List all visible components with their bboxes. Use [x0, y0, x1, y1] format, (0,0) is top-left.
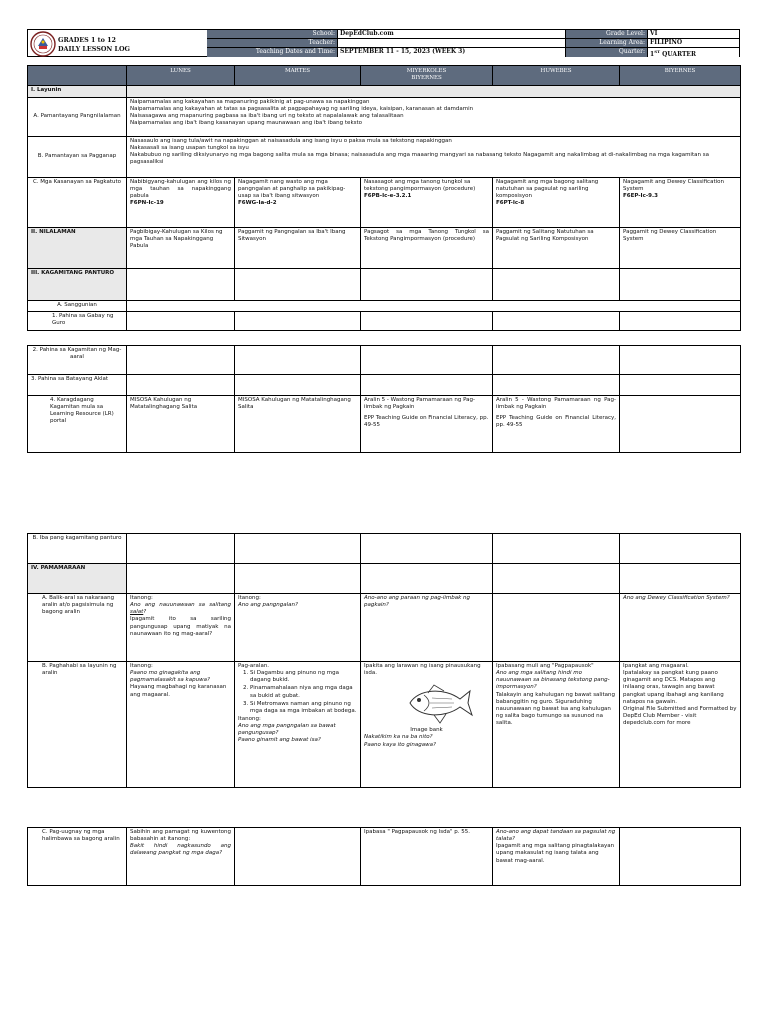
reading-instruction: Ipabasang muli ang "Pagpapausok" [496, 663, 594, 669]
source-note: Original File Submitted and Formatted by DepEd Club Member - visit depedclub.com for more [623, 705, 737, 727]
competency-text: Nagagamit ang Dewey Classification System [623, 179, 724, 193]
lesson-reference: Aralin 5 - Wastong Pamamaraan ng Pag-iimbak ng Pagkain [364, 397, 476, 411]
nilalaman-friday: Paggamit ng Dewey Classification System [620, 228, 741, 269]
empty-cell [620, 396, 741, 453]
kagamitan-row [28, 269, 741, 301]
sanggunian-label: A. Sanggunian [28, 301, 127, 312]
kasanayan-tuesday [235, 178, 361, 228]
empty-cell [493, 312, 620, 331]
empty-cell [235, 312, 361, 331]
question-mark: ? [143, 609, 147, 616]
balik-aral-tuesday [235, 594, 361, 662]
day-wednesday-sub-label: BIYERNES [411, 74, 442, 81]
days-header-blank [28, 66, 127, 86]
motivation-question: Paano mo ginagakita ang pagmamalasakit sa kapuwa? [130, 670, 210, 684]
iba-pang-kagamitan-label: B. Iba pang kagamitang panturo [28, 534, 127, 564]
quarter-word: QUARTER [660, 51, 696, 57]
karagdagang-monday: MISOSA Kahulugan ng Matatalinghagang Salita [127, 396, 235, 453]
empty-cell [361, 375, 493, 396]
layunin-row [28, 86, 741, 98]
lesson-table-part-2 [27, 345, 741, 453]
empty-cell [361, 312, 493, 331]
dates-label: Teaching Dates and Time: [207, 48, 338, 57]
empty-cell [127, 346, 235, 375]
title-line-2: DAILY LESSON LOG [58, 45, 130, 54]
competency-code: F6PB-Ic-e-3.2.1 [364, 193, 412, 200]
title-line-1: GRADES 1 to 12 [58, 36, 116, 44]
batayang-aklat-row [28, 375, 741, 396]
prompt-label: Itanong: [130, 595, 153, 601]
content-standard-line: Naipamamalas ang kakayahan at tatas sa pagsasalita at pagpapahayag ng sariling ideya, kaisipan, karanasan at damdamin [130, 106, 474, 113]
competency-code: F6PT-Ic-8 [496, 200, 525, 207]
competency-code: F6WG-Ia-d-2 [238, 200, 277, 207]
prompt-label: Itanong: [130, 663, 153, 669]
competency-text: Nasasagot ang mga tanong tungkol sa tekstong pangimpormasyon (procedure) [364, 179, 476, 193]
list-item: 2. Pinamamahalaan niya ang mga daga sa bukid at gubat. [250, 685, 357, 699]
empty-cell [127, 312, 235, 331]
empty-cell [127, 375, 235, 396]
kasanayan-friday [620, 178, 741, 228]
kagamitan-mag-aaral-label: 2. Pahina sa Kagamitan ng Mag-aaral [28, 346, 127, 375]
school-value: DepEdClub.com [338, 30, 566, 39]
empty-cell [361, 534, 493, 564]
karagdagang-wednesday [361, 396, 493, 453]
image-caption: Image bank [410, 727, 443, 734]
dates-value: SEPTEMBER 11 - 15, 2023 (WEEK 3) [338, 48, 566, 57]
empty-cell [493, 534, 620, 564]
empty-cell [493, 346, 620, 375]
sentence-list [248, 670, 357, 715]
kasanayan-wednesday [361, 178, 493, 228]
pamantayang-pangnilalaman-text [127, 98, 741, 137]
empty-cell [127, 269, 235, 301]
competency-code: F6PN-Ic-19 [130, 200, 164, 207]
karagdagang-tuesday: MISOSA Kahulugan ng Matatalinghagang Salita [235, 396, 361, 453]
iba-pang-kagamitan-row [28, 534, 741, 564]
deped-seal-icon [30, 31, 56, 57]
review-question: Ano ang pangngalan? [238, 602, 298, 609]
list-item: 3. Si Metromaws naman ang pinuno ng mga daga sa mga imbakan at bodega. [250, 701, 357, 715]
sanggunian-fill [127, 301, 741, 312]
gabay-ng-guro-row [28, 312, 741, 331]
empty-cell [493, 269, 620, 301]
review-instruction: Ipagamit ito sa sariling pangungusap upang matiyak na naunawaan ito ng mag-aaral? [130, 616, 231, 637]
empty-cell [493, 375, 620, 396]
grouping-instruction: Ipangkat ang magaaral. [623, 663, 689, 669]
lesson-reference: Aralin 5 - Wastong Pamamaraan ng Pag-iimbak ng Pagkain [496, 397, 616, 411]
karagdagang-thursday [493, 396, 620, 453]
epp-reference: EPP Teaching Guide on Financial Literacy, pp. 49-55 [364, 415, 489, 429]
teacher-label: Teacher: [207, 39, 338, 48]
quarter-value [648, 48, 739, 57]
kasanayan-label: C. Mga Kasanayan sa Pagkatuto [28, 178, 127, 228]
school-label: School: [207, 30, 338, 39]
lesson-table-part-4 [27, 827, 741, 886]
sanggunian-row [28, 301, 741, 312]
epp-reference: EPP Teaching Guide on Financial Literacy, pp. 49-55 [496, 415, 616, 429]
guide-question: Ano ang mga pangngalan sa bawat pangungusap? [238, 723, 336, 737]
layunin-heading-fill [127, 86, 741, 98]
empty-cell [361, 346, 493, 375]
content-standard-line: Naipamamalas ang iba't ibang kasanayan upang maunawaan ang iba't ibang teksto [130, 120, 363, 127]
content-standard-line: Naipamamalas ang kakayahan sa mapanuring pakikinig at pag-unawa sa napakinggan [130, 99, 370, 105]
competency-code: F6EP-Ic-9.3 [623, 193, 658, 200]
paghahabi-row [28, 662, 741, 788]
kasanayan-thursday [493, 178, 620, 228]
list-item: 1. Si Dagambu ang pinuno ng mga dagang bukid. [250, 670, 357, 684]
empty-cell [235, 375, 361, 396]
guide-question: Paano ginamit ang bawat isa? [238, 737, 321, 744]
empty-cell [620, 828, 741, 886]
empty-cell [235, 564, 361, 594]
pamantayan-sa-pagganap-text [127, 137, 741, 178]
vocabulary-question: Ano ang mga salitang hindi mo nauunawaan sa binasang tekstong pang-impormasyon? [496, 670, 610, 691]
study-label: Pag-aralan. [238, 663, 270, 669]
pag-uugnay-row [28, 828, 741, 886]
vocabulary-instruction: Talakayin ang kahulugan ng bawat salitang babanggitin ng guro. Siguraduhing nauunawaan ng bawat isa ang kahulugan ng salita bago tumungo sa susunod na salita. [496, 691, 615, 727]
kasanayan-row [28, 178, 741, 228]
paghahabi-wednesday [361, 662, 493, 788]
balik-aral-label: A. Balik-aral sa nakaraang aralin at/o pagsisimula ng bagong aralin [28, 594, 127, 662]
layunin-heading: I. Layunin [28, 86, 127, 98]
balik-aral-wednesday: Ano-ano ang paraan ng pag-iimbak ng pagkain? [361, 594, 493, 662]
nilalaman-monday: Pagbibigay-Kahulugan sa Kilos ng mga Tauhan sa Napakinggang Pabula [127, 228, 235, 269]
picture-question: Paano kaya ito ginagawa? [364, 741, 436, 748]
writing-question: Ano-ano ang dapat tandaan sa pagsulat ng talata? [496, 829, 616, 843]
nilalaman-thursday: Paggamit ng Salitang Natutuhan sa Pagsulat ng Sariling Komposisyon [493, 228, 620, 269]
empty-cell [127, 564, 235, 594]
pamantayang-pangnilalaman-row [28, 98, 741, 137]
empty-cell [127, 534, 235, 564]
days-header-row [28, 66, 741, 86]
pamamaraan-heading: IV. PAMAMARAAN [28, 564, 127, 594]
nilalaman-wednesday: Pagsagot sa mga Tanong Tungkol sa Tekstong Pangimpormasyon (procedure) [361, 228, 493, 269]
balik-aral-friday: Ano ang Dewey Classification System? [620, 594, 741, 662]
document-header [27, 29, 740, 57]
day-thursday: HUWEBES [493, 66, 620, 86]
paghahabi-label: B. Paghahabi sa layunin ng aralin [28, 662, 127, 788]
performance-standard-line: Nakabubuo ng sariling diksiyunaryo ng mga bagong salita mula sa mga binasa; naisasadula ang mga maaaring mangyari sa nabasang teksto Nagagamit ang nakalimbag at di-nakalimbag na mga kagamitan sa pagsasaliksi [130, 152, 709, 166]
empty-cell [235, 269, 361, 301]
pamamaraan-row [28, 564, 741, 594]
quarter-label: Quarter: [566, 48, 648, 57]
kagamitan-mag-aaral-row [28, 346, 741, 375]
pag-uugnay-label: C. Pag-uugnay ng mga halimbawa sa bagong aralin [28, 828, 127, 886]
empty-cell [493, 594, 620, 662]
review-question [130, 602, 231, 616]
day-wednesday [361, 66, 493, 86]
learning-area-value: FILIPINO [648, 39, 739, 48]
learning-area-label: Learning Area: [566, 39, 648, 48]
document-title [58, 36, 130, 55]
competency-text: Nagagamit ang mga bagong salitang natutuhan sa pagsulat ng sariling komposisyon [496, 179, 599, 200]
writing-instruction: Ipagamit ang mga salitang pinagtalakayan upang makasulat ng isang talata ang bawat mag-aaral. [496, 843, 615, 864]
empty-cell [493, 564, 620, 594]
prompt-label: Itanong: [238, 715, 261, 722]
kagamitan-heading: III. KAGAMITANG PANTURO [28, 269, 127, 301]
empty-cell [361, 269, 493, 301]
balik-aral-monday [127, 594, 235, 662]
nilalaman-row [28, 228, 741, 269]
empty-cell [361, 564, 493, 594]
competency-text: Nagagamit nang wasto ang mga pangngalan at panghalip sa pakikipag-usap sa iba't ibang sitwasyon [238, 179, 346, 200]
pag-uugnay-thursday [493, 828, 620, 886]
pag-uugnay-wednesday: Ipabasa " Pagpapausok ng Isda" p. 55. [361, 828, 493, 886]
balik-aral-row [28, 594, 741, 662]
day-monday: LUNES [127, 66, 235, 86]
competency-text: Nabibigyang-kahulugan ang kilos ng mga tauhan sa napakinggang pabula [130, 179, 231, 200]
paghahabi-monday [127, 662, 235, 788]
karagdagang-kagamitan-row [28, 396, 741, 453]
picture-instruction: Ipakita ang larawan ng isang pinausukang isda. [364, 663, 481, 677]
pamantayan-sa-pagganap-row [28, 137, 741, 178]
karagdagang-kagamitan-label: 4. Karagdagang Kagamitan mula sa Learning Resource (LR) portal [28, 396, 127, 453]
group-task: Ipatalakay sa pangkat kung paano ginagamit ang DCS. Matapos ang inilaang oras, tawagin ang bawat pangkat upang ibahagi ang kanilang natapos na gawain. [623, 670, 724, 705]
smoked-fish-icon [404, 681, 474, 725]
pag-uugnay-monday [127, 828, 235, 886]
performance-standard-line: Nasasaulo ang isang tula/awit na napakinggan at naisasadula ang isang isyu o paksa mula sa tekstong napakinggan [130, 138, 452, 144]
performance-standard-line: Nakasasali sa isang usapan tungkol sa isyu [130, 145, 249, 152]
quarter-number: 1 [650, 51, 655, 57]
nilalaman-tuesday: Paggamit ng Pangngalan sa Iba't Ibang Sitwasyon [235, 228, 361, 269]
empty-cell [620, 346, 741, 375]
paghahabi-friday [620, 662, 741, 788]
empty-cell [620, 534, 741, 564]
empty-cell [620, 269, 741, 301]
quarter-suffix: ST [654, 49, 661, 54]
empty-cell [620, 375, 741, 396]
lesson-table-part-3 [27, 533, 741, 788]
empty-cell [620, 312, 741, 331]
grade-level-label: Grade Level: [566, 30, 648, 39]
empty-cell [235, 346, 361, 375]
kasanayan-monday [127, 178, 235, 228]
paghahabi-tuesday [235, 662, 361, 788]
title-instruction: Sabihin ang pamagat ng kuwentong babasahin at itanong: [130, 829, 231, 843]
gabay-ng-guro-label: 1. Pahina sa Gabay ng Guro [28, 312, 127, 331]
empty-cell [235, 534, 361, 564]
day-wednesday-label: MIYERKOLES [406, 68, 447, 74]
story-question: Bakit hindi nagkasundo ang dalawang pangkat ng mga daga? [130, 843, 231, 857]
prompt-label: Itanong: [238, 595, 261, 601]
picture-question: Nakatikim ka na ba nito? [364, 734, 433, 741]
content-standard-line: Naisasagawa ang mapanuring pagbasa sa iba't ibang uri ng teksto at napalalawak ang talasalitaan [130, 113, 404, 120]
teacher-value [338, 39, 566, 48]
empty-cell [235, 828, 361, 886]
pamantayang-pangnilalaman-label: A. Pamantayang Pangnilalaman [28, 98, 127, 137]
motivation-instruction: Hayaang magbahagi ng karanasan ang magaaral. [130, 684, 227, 698]
day-friday: BIYERNES [620, 66, 741, 86]
grade-level-value: VI [648, 30, 739, 39]
nilalaman-heading: II. NILALAMAN [28, 228, 127, 269]
pamantayan-sa-pagganap-label: B. Pamantayan sa Pagganap [28, 137, 127, 178]
empty-cell [620, 564, 741, 594]
review-question-text: Ano ang nauunawaan sa salitang [130, 602, 231, 609]
batayang-aklat-label: 3. Pahina sa Batayang Aklat [28, 375, 127, 396]
paghahabi-thursday [493, 662, 620, 788]
underlined-word: salat [130, 609, 144, 616]
day-tuesday: MARTES [235, 66, 361, 86]
lesson-table-part-1 [27, 65, 741, 331]
